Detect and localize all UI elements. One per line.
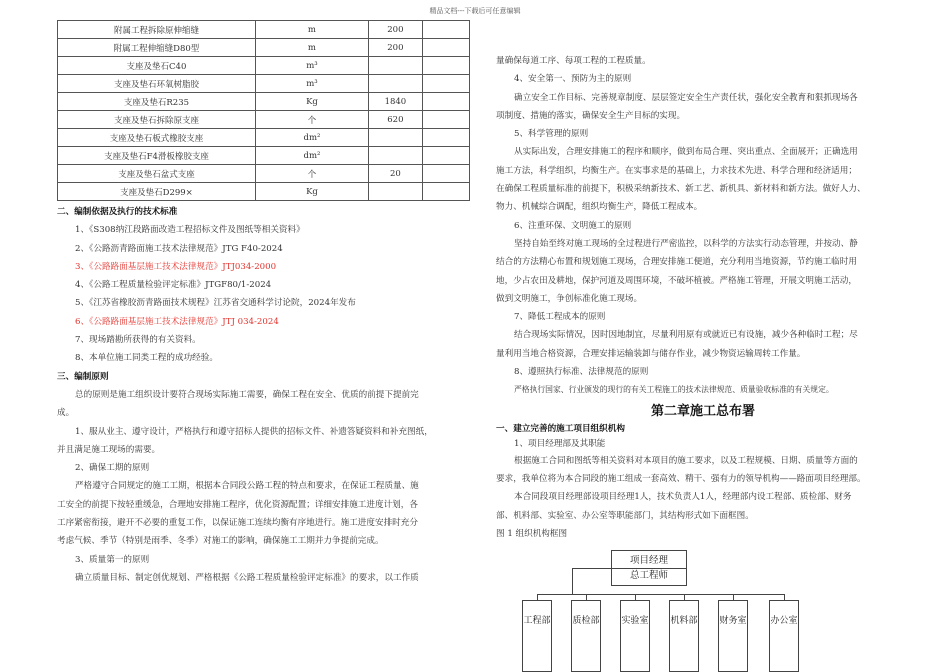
principle-heading: 6、注重环保、文明施工的原则 bbox=[514, 220, 632, 231]
table-row bbox=[58, 147, 470, 165]
paragraph-line: 1、服从业主、遵守设计，严格执行和遵守招标人提供的招标文件、补遗答疑资料和补充图纸， bbox=[75, 426, 433, 437]
paragraph-line: 结合的方法精心布置和规划施工现场，合理安排施工便道，充分利用当地资源，节约施工临时用 bbox=[496, 257, 857, 268]
unit-cell: m³ bbox=[255, 57, 368, 75]
paragraph-line: 量确保每道工序、每项工程的工程质量。 bbox=[496, 56, 651, 66]
unit-cell: 个 bbox=[255, 165, 368, 183]
item-name-cell: 支座及垫石环氧树脂胶 bbox=[58, 75, 256, 93]
unit-cell: 个 bbox=[255, 111, 368, 129]
remark-cell bbox=[422, 111, 469, 129]
paragraph-line: 结合现场实际情况，因时因地制宜，尽量利用原有或就近已有设施，减少各种临时工程；尽 bbox=[514, 330, 858, 341]
paragraph-line: 地，少占农田及耕地，保护河道及周围环境，不破坏植被。严格施工管理，开展文明施工活动， bbox=[496, 275, 857, 286]
quantity-cell bbox=[368, 147, 422, 165]
ref-item: 2、《公路沥青路面施工技术法律规范》JTG F40-2024 bbox=[75, 243, 283, 254]
ref-item: 1、《S308纳江段路面改造工程招标文件及图纸等相关资料》 bbox=[75, 225, 305, 236]
remark-cell bbox=[422, 165, 469, 183]
table-row bbox=[58, 165, 470, 183]
table-row bbox=[58, 93, 470, 111]
item-name-cell: 支座及垫石板式橡胶支座 bbox=[58, 129, 256, 147]
paragraph-line: 部、机料部、实验室、办公室等职能部门，其结构形式如下面框图。 bbox=[496, 510, 754, 521]
paragraph-line: 成。 bbox=[57, 408, 75, 419]
remark-cell bbox=[422, 147, 469, 165]
remark-cell bbox=[422, 75, 469, 93]
principle-heading: 3、质量第一的原则 bbox=[75, 554, 150, 565]
org-top-line: 总工程师 bbox=[612, 568, 686, 583]
section-2-title: 二、编制依据及执行的技术标准 bbox=[57, 207, 178, 217]
item-name-cell: 支座及垫石C40 bbox=[58, 57, 256, 75]
ref-item: 8、本单位施工同类工程的成功经验。 bbox=[75, 353, 218, 364]
org-top-box bbox=[611, 550, 687, 586]
paragraph-line: 总的原则是施工组织设计要符合现场实际施工需要，确保工程在安全、优质的前提下提前完 bbox=[75, 389, 419, 400]
materials-table bbox=[57, 20, 470, 201]
ref-item: 3、《公路路面基层施工技术法律规范》JTJ034-2000 bbox=[75, 261, 277, 272]
org-dept-office: 办公室 bbox=[769, 600, 799, 672]
paragraph-line: 坚持自始至终对施工现场的全过程进行严密监控，以科学的方法实行动态管理，并按动、静 bbox=[514, 238, 858, 249]
remark-cell bbox=[422, 93, 469, 111]
org-dept-lab: 实验室 bbox=[620, 600, 650, 672]
unit-cell: dm² bbox=[255, 129, 368, 147]
quantity-cell: 200 bbox=[368, 21, 422, 39]
subsection-title: 一、建立完善的施工项目组织机构 bbox=[496, 423, 625, 434]
paragraph-line: 考虑气候、季节（特别是雨季、冬季）对施工的影响，确保施工工期并力争提前完成。 bbox=[57, 536, 384, 547]
principle-heading: 2、确保工期的原则 bbox=[75, 463, 150, 474]
ref-item: 7、现场踏勘所获得的有关资料。 bbox=[75, 335, 201, 346]
table-row bbox=[58, 57, 470, 75]
principle-heading: 5、科学管理的原则 bbox=[514, 129, 589, 140]
unit-cell: dm² bbox=[255, 147, 368, 165]
table-row bbox=[58, 21, 470, 39]
table-row bbox=[58, 129, 470, 147]
quantity-cell bbox=[368, 183, 422, 201]
remark-cell bbox=[422, 129, 469, 147]
org-dept-quality: 质检部 bbox=[571, 600, 601, 672]
paragraph-line: 严格执行国家、行业颁发的现行的有关工程施工的技术法律规范、质量验收标准的有关规定。 bbox=[514, 385, 834, 395]
paragraph-line: 严格遵守合同规定的施工工期，根据本合同段公路工程的特点和要求，在保证工程质量、施 bbox=[75, 481, 419, 492]
item-name-cell: 支座及垫石R235 bbox=[58, 93, 256, 111]
principle-heading: 4、安全第一、预防为主的原则 bbox=[514, 74, 632, 85]
item-name-cell: 支座及垫石D299× bbox=[58, 183, 256, 201]
paragraph-line: 并且满足施工现场的需要。 bbox=[57, 444, 161, 455]
quantity-cell bbox=[368, 129, 422, 147]
left-column bbox=[57, 20, 470, 587]
item-name-cell: 支座及垫石盆式支座 bbox=[58, 165, 256, 183]
paragraph-line: 量利用当地合格资源，合理安排运输装卸与储存作业，减少物资运输周转工作量。 bbox=[496, 348, 806, 359]
item-name-cell: 附属工程伸缩缝D80型 bbox=[58, 39, 256, 57]
right-column bbox=[496, 52, 910, 543]
page-header: 精品文档---下载后可任意编辑 bbox=[429, 7, 521, 15]
unit-cell: Kg bbox=[255, 183, 368, 201]
paragraph-line: 在确保工程质量标准的前提下，积极采纳新技术、新工艺、新机具、新材料和新方法。做好人力、 bbox=[496, 184, 866, 195]
quantity-cell: 620 bbox=[368, 111, 422, 129]
paragraph-line: 工安全的前提下按轻重缓急，合理地安排施工程序，优化资源配置；详细安排施工进度计划，各 bbox=[57, 499, 418, 510]
ref-item: 5、《江苏省橡胶沥青路面技术规程》江苏省交通科学讨论院，2024年发布 bbox=[75, 298, 356, 309]
remark-cell bbox=[422, 183, 469, 201]
paragraph-line: 要求，我单位将为本合同段的施工组成一套高效、精干、强有力的领导机构——路面项目经理部。 bbox=[496, 473, 866, 484]
quantity-cell: 20 bbox=[368, 165, 422, 183]
ref-item: 4、《公路工程质量检验评定标准》JTGF80/1-2024 bbox=[75, 280, 272, 291]
org-connector bbox=[537, 594, 785, 595]
unit-cell: m³ bbox=[255, 75, 368, 93]
remark-cell bbox=[422, 39, 469, 57]
item-name-cell: 支座及垫石拆除原支座 bbox=[58, 111, 256, 129]
org-dept-engineering: 工程部 bbox=[522, 600, 552, 672]
paragraph-line: 确立安全工作目标、完善规章制度、层层签定安全生产责任状，强化安全教育和狠抓现场各 bbox=[514, 92, 858, 103]
unit-cell: m bbox=[255, 39, 368, 57]
table-row bbox=[58, 183, 470, 201]
figure-caption: 图 1 组织机构框图 bbox=[496, 528, 568, 539]
org-chart bbox=[496, 540, 910, 672]
org-dept-finance: 财务室 bbox=[718, 600, 748, 672]
paragraph-line: 本合同段项目经理部设项目经理1人，技术负责人1人，经理部内设工程部、质检部、财务 bbox=[514, 492, 852, 503]
unit-cell: m bbox=[255, 21, 368, 39]
org-dept-machinery: 机料部 bbox=[669, 600, 699, 672]
principle-heading: 8、遵照执行标准、法律规范的原则 bbox=[514, 367, 649, 378]
table-row bbox=[58, 39, 470, 57]
paragraph-line: 从实际出发，合理安排施工的程序和顺序，做到布局合理、突出重点、全面展开；正确选用 bbox=[514, 147, 858, 158]
org-connector bbox=[572, 568, 573, 594]
reference-list bbox=[57, 221, 470, 367]
quantity-cell: 1840 bbox=[368, 93, 422, 111]
quantity-cell bbox=[368, 57, 422, 75]
paragraph-line: 根据施工合同和图纸等相关资料对本项目的施工要求，以及工程规模、日期、质量等方面的 bbox=[514, 455, 858, 466]
remark-cell bbox=[422, 21, 469, 39]
chapter-title: 第二章施工总布署 bbox=[650, 403, 755, 419]
paragraph-line: 做到文明施工，争创标准化施工现场。 bbox=[496, 293, 643, 304]
org-top-line: 项目经理 bbox=[629, 555, 668, 566]
paragraph-line: 施工方法，科学组织，均衡生产。在实事求是的基础上，力求技术先进、科学合理和经济适用； bbox=[496, 165, 857, 176]
item-name-cell: 附属工程拆除原伸缩缝 bbox=[58, 21, 256, 39]
paragraph-line: 工序紧密衔接，避开不必要的重复工作，以保证施工连续均衡有序地进行。施工进度安排时充分 bbox=[57, 518, 418, 529]
quantity-cell bbox=[368, 75, 422, 93]
paragraph-line: 物力、机械综合调配，组织均衡生产，降低工程成本。 bbox=[496, 202, 703, 213]
section-3-title: 三、编制原则 bbox=[57, 371, 109, 382]
item-name-cell: 支座及垫石F4滑板橡胶支座 bbox=[58, 147, 256, 165]
org-connector bbox=[572, 568, 611, 569]
principle-heading: 7、降低工程成本的原则 bbox=[514, 312, 606, 323]
unit-cell: Kg bbox=[255, 93, 368, 111]
paragraph-line: 项制度、措施的落实，确保安全生产目标的实现。 bbox=[496, 110, 686, 121]
paragraph-line: 确立质量目标、制定创优规划、严格根据《公路工程质量检验评定标准》的要求，以工作质 bbox=[75, 572, 419, 583]
remark-cell bbox=[422, 57, 469, 75]
ref-item: 6、《公路路面基层施工技术法律规范》JTJ 034-2024 bbox=[75, 316, 279, 327]
table-row bbox=[58, 75, 470, 93]
quantity-cell: 200 bbox=[368, 39, 422, 57]
table-row bbox=[58, 111, 470, 129]
subsection-item: 1、项目经理部及其职能 bbox=[514, 438, 606, 449]
